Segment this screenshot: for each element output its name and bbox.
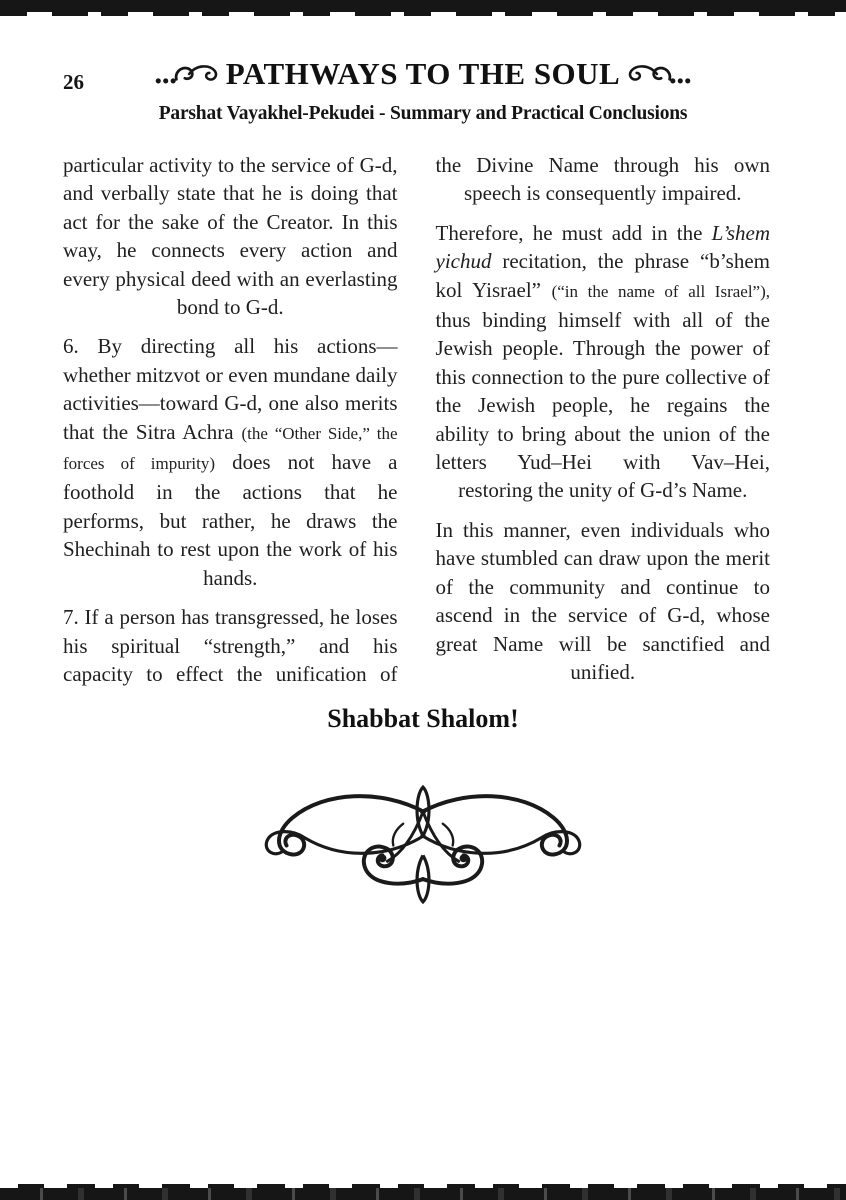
left-column: [63, 151, 398, 699]
scan-artifact-bar-top: [0, 0, 846, 12]
page-number: 26: [63, 70, 84, 94]
paragraph: 6. By directing all his actions—whether mitzvot or even mundane daily activities—toward G-d, one also merits that the Sitra Achra (the “Other Side,” the forces of impurity) does not have a foothold in the actions that he performs, but rather, he draws the Shechinah to rest upon the work of his hands.: [63, 334, 398, 590]
paragraph: Therefore, he must add in the L’shem yichud recitation, the phrase “b’shem kol Yisrael” (“in the name of all Israel”), thus binding himself with all of the Jewish people. Through the power of this connection to the pure collective of the Jewish people, he regains the ability to bring about the union of the letters Yud–Hei with Vav–Hei, restoring the unity of G-d’s Name.: [435, 220, 770, 503]
right-column: [436, 151, 771, 699]
paragraph: the Divine Name through his own speech is consequently impaired.: [435, 153, 770, 206]
closing-blessing: Shabbat Shalom!: [327, 704, 519, 733]
book-title: PATHWAYS TO THE SOUL: [225, 55, 621, 91]
paragraph: particular activity to the service of G-d, and verbally state that he is doing that act for the sake of the Creator. In this way, he connects every action and every physical deed with an everlasting bond to G-d.: [63, 153, 398, 320]
page-header: [0, 54, 846, 93]
scroll-flourish-left-icon: [154, 60, 220, 93]
chapter-subtitle: Parshat Vayakhel-Pekudei - Summary and Practical Conclusions: [158, 103, 688, 124]
scroll-flourish-right-icon: [626, 60, 692, 93]
two-column-text: [63, 151, 770, 699]
scan-artifact-bar-bottom: [0, 1188, 846, 1200]
calligraphic-flourish-icon: [245, 782, 601, 910]
paragraph: In this manner, even individuals who have stumbled can draw upon the merit of the community and continue to ascend in the service of G-d, whose great Name will be sanctified and unified.: [435, 517, 770, 684]
paragraph: 7. If a person has transgressed, he loses his spiritual “strength,” and his capacity to effect the unification of: [63, 605, 398, 686]
